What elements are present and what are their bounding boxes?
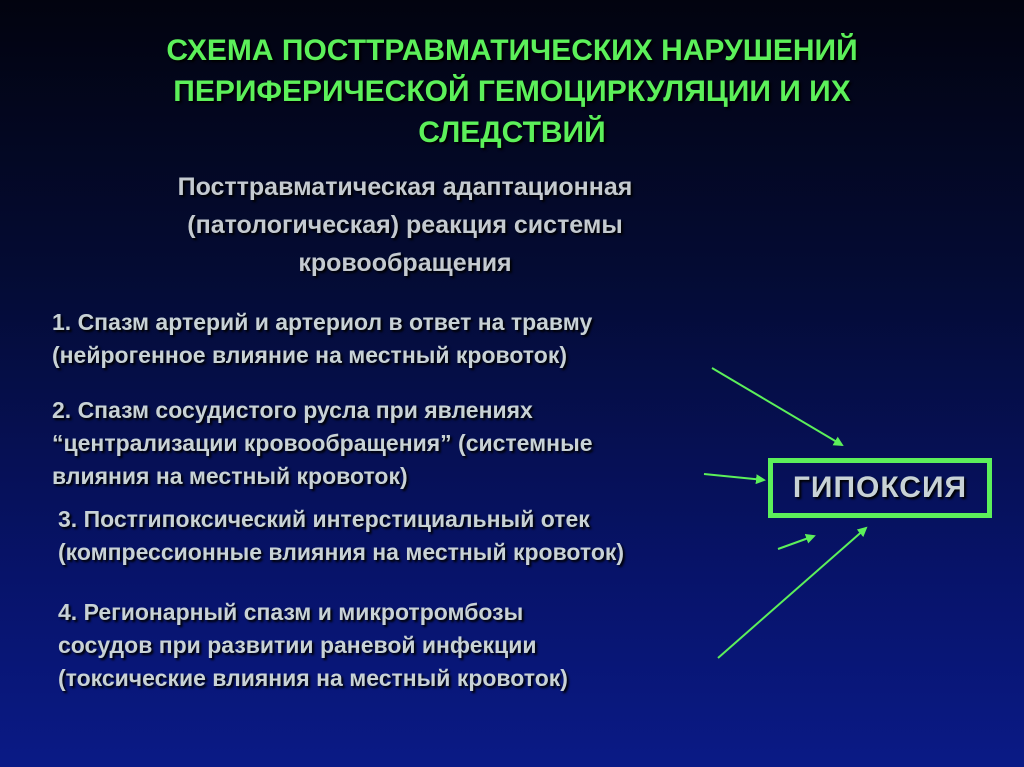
arrow-2: [704, 474, 764, 480]
hypoxia-label: ГИПОКСИЯ: [792, 471, 968, 504]
cause-4-line-1: 4. Регионарный спазм и микротромбозы: [58, 599, 524, 625]
arrow-3: [778, 536, 814, 549]
cause-4-line-2: сосудов при развитии раневой инфекции: [58, 632, 537, 658]
cause-1-line-2: (нейрогенное влияние на местный кровоток): [52, 342, 567, 368]
cause-2-line-2: “централизации кровообращения” (системные: [52, 430, 593, 456]
cause-4-line-3: (токсические влияния на местный кровоток): [58, 665, 568, 691]
arrow-1: [712, 368, 842, 445]
subtitle-line-3: кровообращения: [298, 249, 512, 277]
arrow-4: [718, 528, 866, 658]
cause-2-line-1: 2. Спазм сосудистого русла при явлениях: [52, 397, 533, 423]
title-line-3: СЛЕДСТВИЙ: [418, 116, 606, 149]
cause-1-line-1: 1. Спазм артерий и артериол в ответ на травму: [52, 309, 593, 335]
title-line-1: СХЕМА ПОСТТРАВМАТИЧЕСКИХ НАРУШЕНИЙ: [166, 34, 858, 67]
subtitle-line-2: (патологическая) реакция системы: [187, 211, 623, 239]
title-line-2: ПЕРИФЕРИЧЕСКОЙ ГЕМОЦИРКУЛЯЦИИ И ИХ: [173, 75, 851, 108]
cause-2-line-3: влияния на местный кровоток): [52, 463, 408, 489]
cause-3-line-2: (компрессионные влияния на местный кровоток): [58, 539, 625, 565]
cause-3-line-1: 3. Постгипоксический интерстициальный отек: [58, 506, 590, 532]
subtitle-line-1: Посттравматическая адаптационная: [177, 173, 633, 201]
